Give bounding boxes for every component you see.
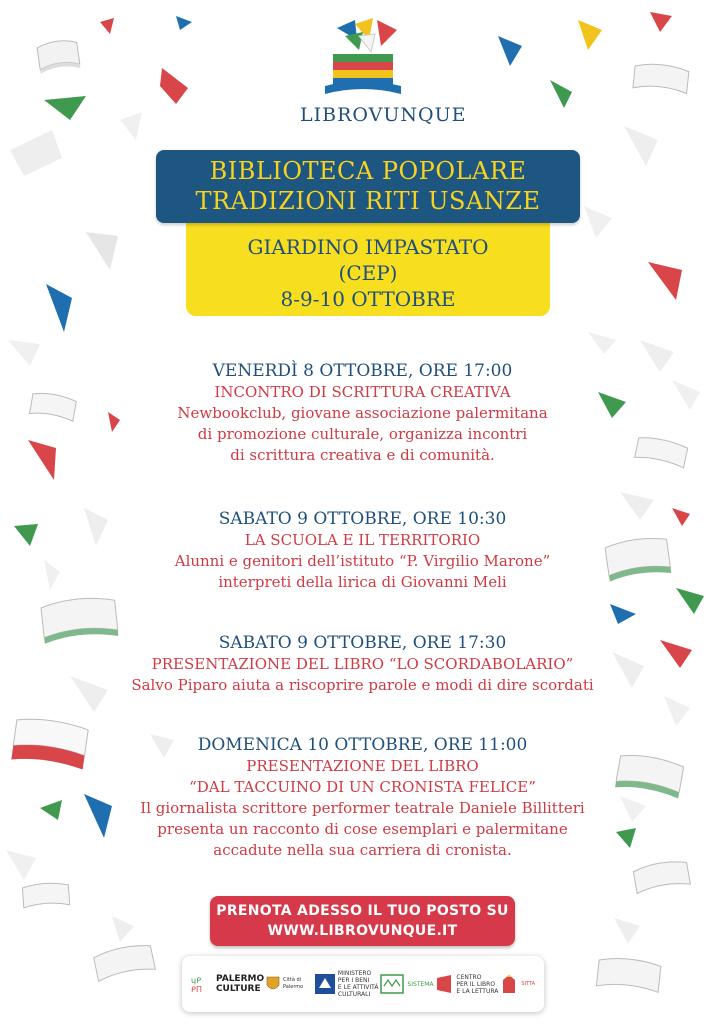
page-white-icon bbox=[86, 232, 118, 270]
website-link[interactable]: WWW.LIBROVUNQUE.IT bbox=[267, 923, 458, 939]
open-book-icon bbox=[41, 595, 119, 644]
librovunque-logo bbox=[300, 14, 467, 126]
page-white-icon bbox=[640, 340, 674, 372]
page-red-icon bbox=[160, 68, 188, 104]
sponsor-text: Città di Palermo bbox=[283, 977, 304, 990]
sponsor-text: CULTURALI bbox=[337, 991, 371, 998]
open-book-icon bbox=[615, 752, 684, 799]
title-banner bbox=[156, 150, 580, 223]
sponsor-text: CENTRO bbox=[456, 973, 482, 981]
event-title: PRESENTAZIONE DEL LIBRO bbox=[246, 757, 479, 775]
open-book-icon bbox=[22, 882, 69, 908]
event-item bbox=[120, 508, 605, 593]
page-green-icon bbox=[40, 800, 62, 820]
event-date: VENERDÌ 8 OTTOBRE, ORE 17:00 bbox=[212, 361, 513, 381]
event-title: INCONTRO DI SCRITTURA CREATIVA bbox=[214, 383, 511, 401]
page-red-icon bbox=[108, 412, 120, 432]
place-line: GIARDINO IMPASTATO bbox=[247, 235, 489, 259]
page-white-icon bbox=[6, 850, 36, 880]
page-blue-icon bbox=[498, 36, 522, 66]
sitta-logo bbox=[500, 974, 535, 994]
centro-libro-logo bbox=[435, 974, 498, 995]
sistema-logo bbox=[380, 974, 433, 994]
page-red-icon bbox=[660, 640, 692, 668]
page-blue-icon bbox=[84, 794, 112, 838]
page-blue-icon bbox=[176, 16, 192, 30]
page-white-icon bbox=[664, 696, 690, 726]
page-white-icon bbox=[624, 126, 658, 166]
open-book-icon bbox=[37, 38, 81, 73]
event-description: di scrittura creativa e di comunità. bbox=[230, 446, 495, 464]
ministero-logo bbox=[315, 970, 379, 998]
coat-of-arms-icon bbox=[266, 975, 280, 993]
event-description: interpreti della lirica di Giovanni Meli bbox=[218, 573, 507, 591]
red-book-icon bbox=[11, 716, 88, 770]
event-item bbox=[120, 360, 605, 466]
open-book-icon bbox=[635, 435, 689, 468]
open-book-icon bbox=[605, 535, 672, 581]
page-red-icon bbox=[100, 18, 114, 34]
place-line: (CEP) bbox=[338, 261, 398, 285]
sponsor-text: PER I BENI bbox=[337, 977, 370, 984]
event-title: PRESENTAZIONE DEL LIBRO “LO SCORDABOLARIO” bbox=[151, 655, 574, 673]
page-red-icon bbox=[650, 12, 672, 32]
event-description: Il giornalista scrittore performer teatrale Daniele Billitteri bbox=[140, 799, 585, 817]
page-red-icon bbox=[672, 508, 690, 526]
sponsor-text: MINISTERO bbox=[337, 970, 372, 977]
book-logo-icon bbox=[315, 14, 411, 102]
event-description: presenta un racconto di cose esemplari e palermitane bbox=[157, 820, 568, 838]
page-blue-icon bbox=[46, 284, 72, 332]
page-red-icon bbox=[648, 262, 682, 300]
page-white-icon bbox=[8, 340, 40, 366]
citta-palermo-logo bbox=[266, 975, 313, 993]
event-title: “DAL TACCUINO DI UN CRONISTA FELICE” bbox=[189, 778, 536, 796]
page-white-icon bbox=[620, 492, 654, 520]
open-book-icon bbox=[633, 859, 691, 894]
page-green-icon bbox=[14, 524, 38, 546]
page-green-icon bbox=[676, 588, 704, 614]
page-green-icon bbox=[550, 80, 572, 108]
event-date: SABATO 9 OTTOBRE, ORE 10:30 bbox=[218, 509, 507, 529]
page-white-icon bbox=[620, 796, 646, 822]
page-white-icon bbox=[612, 652, 644, 688]
event-description: di promozione culturale, organizza incontri bbox=[197, 425, 528, 443]
palermo-culture-icon bbox=[191, 975, 213, 993]
svg-text:ᑭΠ: ᑭΠ bbox=[190, 985, 202, 993]
palermo-culture-logo bbox=[191, 974, 264, 994]
sponsor-logos bbox=[182, 956, 544, 1012]
page-yellow-icon bbox=[578, 20, 602, 50]
page-white-icon bbox=[112, 916, 134, 942]
page-white-icon bbox=[584, 206, 612, 238]
sistema-icon bbox=[380, 974, 404, 994]
event-item bbox=[120, 734, 605, 861]
page-green-icon bbox=[616, 828, 636, 848]
place-date-banner bbox=[186, 210, 550, 316]
sponsor-text: PALERMO bbox=[215, 974, 265, 984]
page-green-icon bbox=[44, 96, 86, 120]
event-date: DOMENICA 10 OTTOBRE, ORE 11:00 bbox=[197, 735, 528, 755]
sponsor-text: PER IL LIBRO bbox=[456, 980, 496, 988]
sponsor-text: SISTEMA bbox=[407, 980, 434, 988]
event-description: Salvo Piparo aiuta a riscoprire parole e modi di dire scordati bbox=[131, 676, 594, 694]
page-blue-icon bbox=[610, 604, 636, 624]
event-description: Newbookclub, giovane associazione palermitana bbox=[177, 404, 548, 422]
title-line: BIBLIOTECA POPOLARE bbox=[209, 157, 527, 185]
event-description: accadute nella sua carriera di cronista. bbox=[213, 841, 512, 859]
event-date: SABATO 9 OTTOBRE, ORE 17:30 bbox=[218, 633, 507, 653]
page-white-icon bbox=[70, 676, 108, 712]
open-book-icon bbox=[633, 62, 689, 94]
page-red-icon bbox=[28, 440, 56, 480]
page-white-icon bbox=[10, 130, 62, 176]
sponsor-text: E LA LETTURA bbox=[456, 987, 499, 995]
open-book-icon bbox=[93, 942, 156, 981]
event-item bbox=[120, 632, 605, 696]
booking-link-button[interactable] bbox=[210, 896, 515, 946]
title-line: TRADIZIONI RITI USANZE bbox=[195, 187, 541, 215]
event-dates: 8-9-10 OTTOBRE bbox=[280, 287, 456, 311]
brand-name: LIBROVUNQUE bbox=[300, 104, 467, 126]
svg-text:ɥᑭ: ɥᑭ bbox=[190, 976, 202, 985]
sitta-icon bbox=[500, 974, 518, 994]
open-book-icon bbox=[596, 956, 661, 992]
page-white-icon bbox=[672, 380, 700, 410]
sponsor-text: CULTURE bbox=[215, 984, 261, 994]
page-white-icon bbox=[588, 332, 616, 354]
event-description: Alunni e genitori dell’istituto “P. Virgilio Marone” bbox=[174, 552, 551, 570]
page-white-icon bbox=[120, 112, 142, 140]
event-title: LA SCUOLA E IL TERRITORIO bbox=[244, 531, 481, 549]
sponsor-text: SITTA bbox=[521, 980, 536, 987]
cta-line: PRENOTA ADESSO IL TUO POSTO SU bbox=[216, 903, 509, 919]
sponsor-text: E LE ATTIVITÀ bbox=[337, 984, 379, 991]
page-white-icon bbox=[44, 560, 60, 590]
page-white-icon bbox=[84, 508, 108, 546]
centro-libro-icon bbox=[435, 974, 453, 994]
open-book-icon bbox=[29, 391, 76, 421]
mibac-icon bbox=[315, 974, 335, 994]
page-white-icon bbox=[614, 918, 640, 944]
